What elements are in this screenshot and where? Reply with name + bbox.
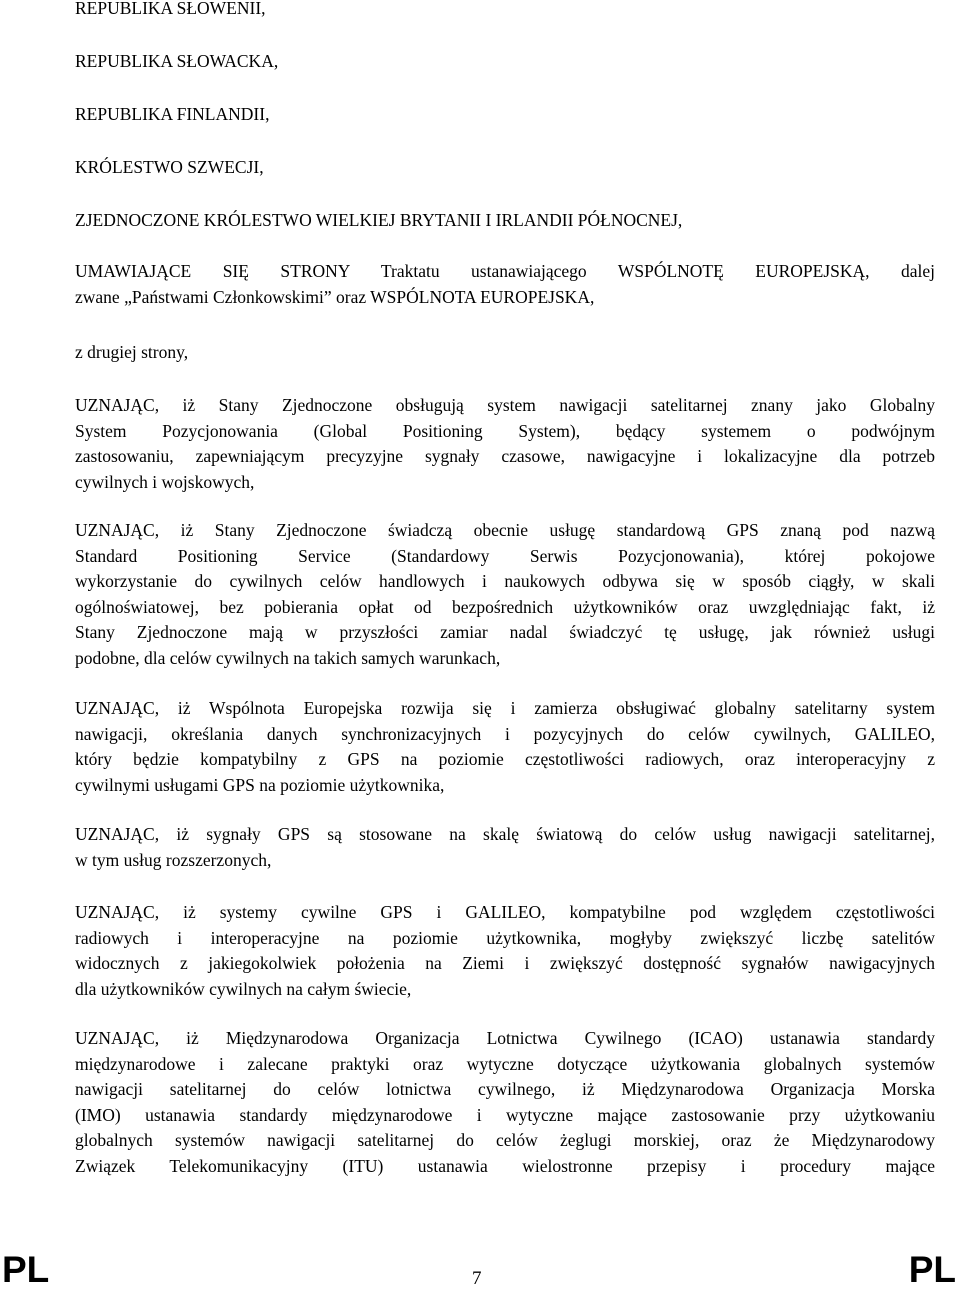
paragraph-line: globalnych systemów nawigacji satelitarnej do celów żeglugi morskiej, oraz że Międzynarodowy — [75, 1130, 935, 1150]
paragraph-contracting-parties — [75, 259, 935, 310]
party-slovakia: REPUBLIKA SŁOWACKA, — [75, 51, 279, 71]
paragraph-line: Stany Zjednoczone mają w przyszłości zamiar nadal świadczyć tę usługę, jak również usługi — [75, 622, 935, 642]
paragraph-line: (IMO) ustanawia standardy międzynarodowe i wytyczne mające zastosowanie przy użytkowaniu — [75, 1104, 935, 1125]
paragraph-recital-standard-service — [75, 518, 935, 671]
paragraph-line: nawigacji, określania danych synchronizacyjnych i pozycyjnych do celów cywilnych, GALILEO, — [75, 723, 935, 744]
paragraph-line: ogólnoświatowej, bez pobierania opłat od bezpośrednich użytkowników oraz uwzględniając fakt, iż — [75, 596, 935, 617]
paragraph-line: UZNAJĄC, iż Wspólnota Europejska rozwija się i zamierza obsługiwać globalny satelitarny system — [75, 698, 935, 718]
paragraph-line: Związek Telekomunikacyjny (ITU) ustanawia wielostronne przepisy i procedury mające — [75, 1155, 935, 1176]
paragraph-recital-gps-system — [75, 393, 935, 495]
paragraph-line: UZNAJĄC, iż Stany Zjednoczone obsługują system nawigacji satelitarnej znany jako Globalny — [75, 395, 935, 415]
paragraph-line: wykorzystanie do cywilnych celów handlowych i naukowych odbywa się w sposób ciągły, w skali — [75, 571, 935, 591]
paragraph-line: UZNAJĄC, iż systemy cywilne GPS i GALILEO, kompatybilne pod względem częstotliwości — [75, 902, 935, 922]
party-slovenia: REPUBLIKA SŁOWENII, — [75, 0, 266, 18]
paragraph-line: zastosowaniu, zapewniającym precyzyjne sygnały czasowe, nawigacyjne i lokalizacyjne dla potrzeb — [75, 446, 935, 466]
paragraph-line: UZNAJĄC, iż Stany Zjednoczone świadczą obecnie usługę standardową GPS znaną pod nazwą — [75, 520, 935, 540]
paragraph-recital-gps-signals — [75, 822, 935, 873]
paragraph-recital-galileo — [75, 696, 935, 798]
paragraph-line: dla użytkowników cywilnych na całym świecie, — [75, 978, 412, 999]
footer-language-code-left: PL — [2, 1249, 50, 1290]
paragraph-line: radiowych i interoperacyjne na poziomie użytkownika, mogłyby zwiększyć liczbę satelitów — [75, 927, 935, 948]
paragraph-line: nawigacji satelitarnej do celów lotnictwa cywilnego, iż Międzynarodowa Organizacja Morska — [75, 1079, 935, 1099]
paragraph-line: z drugiej strony, — [75, 342, 189, 362]
paragraph-line: międzynarodowe i zalecane praktyki oraz wytyczne dotyczące użytkowania globalnych systemów — [75, 1053, 935, 1074]
paragraph-line: zwane „Państwami Członkowskimi” oraz WSPÓLNOTA EUROPEJSKA, — [75, 286, 595, 307]
paragraph-other-part — [75, 340, 935, 366]
paragraph-line: cywilnych i wojskowych, — [75, 471, 255, 492]
party-united-kingdom: ZJEDNOCZONE KRÓLESTWO WIELKIEJ BRYTANII I IRLANDII PÓŁNOCNEJ, — [75, 210, 683, 230]
paragraph-line: UMAWIAJĄCE SIĘ STRONY Traktatu ustanawiającego WSPÓLNOTĘ EUROPEJSKĄ, dalej — [75, 261, 935, 281]
paragraph-line: cywilnymi usługami GPS na poziomie użytkownika, — [75, 774, 445, 795]
paragraph-line: System Pozycjonowania (Global Positioning System), będący systemem o podwójnym — [75, 420, 935, 441]
paragraph-line: Standard Positioning Service (Standardowy Serwis Pozycjonowania), której pokojowe — [75, 545, 935, 566]
paragraph-line: w tym usług rozszerzonych, — [75, 849, 272, 870]
party-finland: REPUBLIKA FINLANDII, — [75, 104, 270, 124]
party-sweden: KRÓLESTWO SZWECJI, — [75, 157, 264, 177]
paragraph-line: UZNAJĄC, iż Międzynarodowa Organizacja Lotnictwa Cywilnego (ICAO) ustanawia standardy — [75, 1028, 935, 1048]
page-number: 7 — [472, 1268, 482, 1289]
paragraph-recital-civil-systems — [75, 900, 935, 1002]
paragraph-line: który będzie kompatybilny z GPS na poziomie częstotliwości radiowych, oraz interoperacyjny z — [75, 749, 935, 769]
paragraph-recital-icao-imo-itu — [75, 1026, 935, 1179]
paragraph-line: podobne, dla celów cywilnych na takich samych warunkach, — [75, 647, 501, 668]
footer-language-code-right: PL — [908, 1249, 956, 1290]
paragraph-line: widocznych z jakiegokolwiek położenia na Ziemi i zwiększyć dostępność sygnałów nawigacyjnych — [75, 953, 935, 973]
paragraph-line: UZNAJĄC, iż sygnały GPS są stosowane na skalę światową do celów usług nawigacji satelitarnej, — [75, 824, 935, 844]
